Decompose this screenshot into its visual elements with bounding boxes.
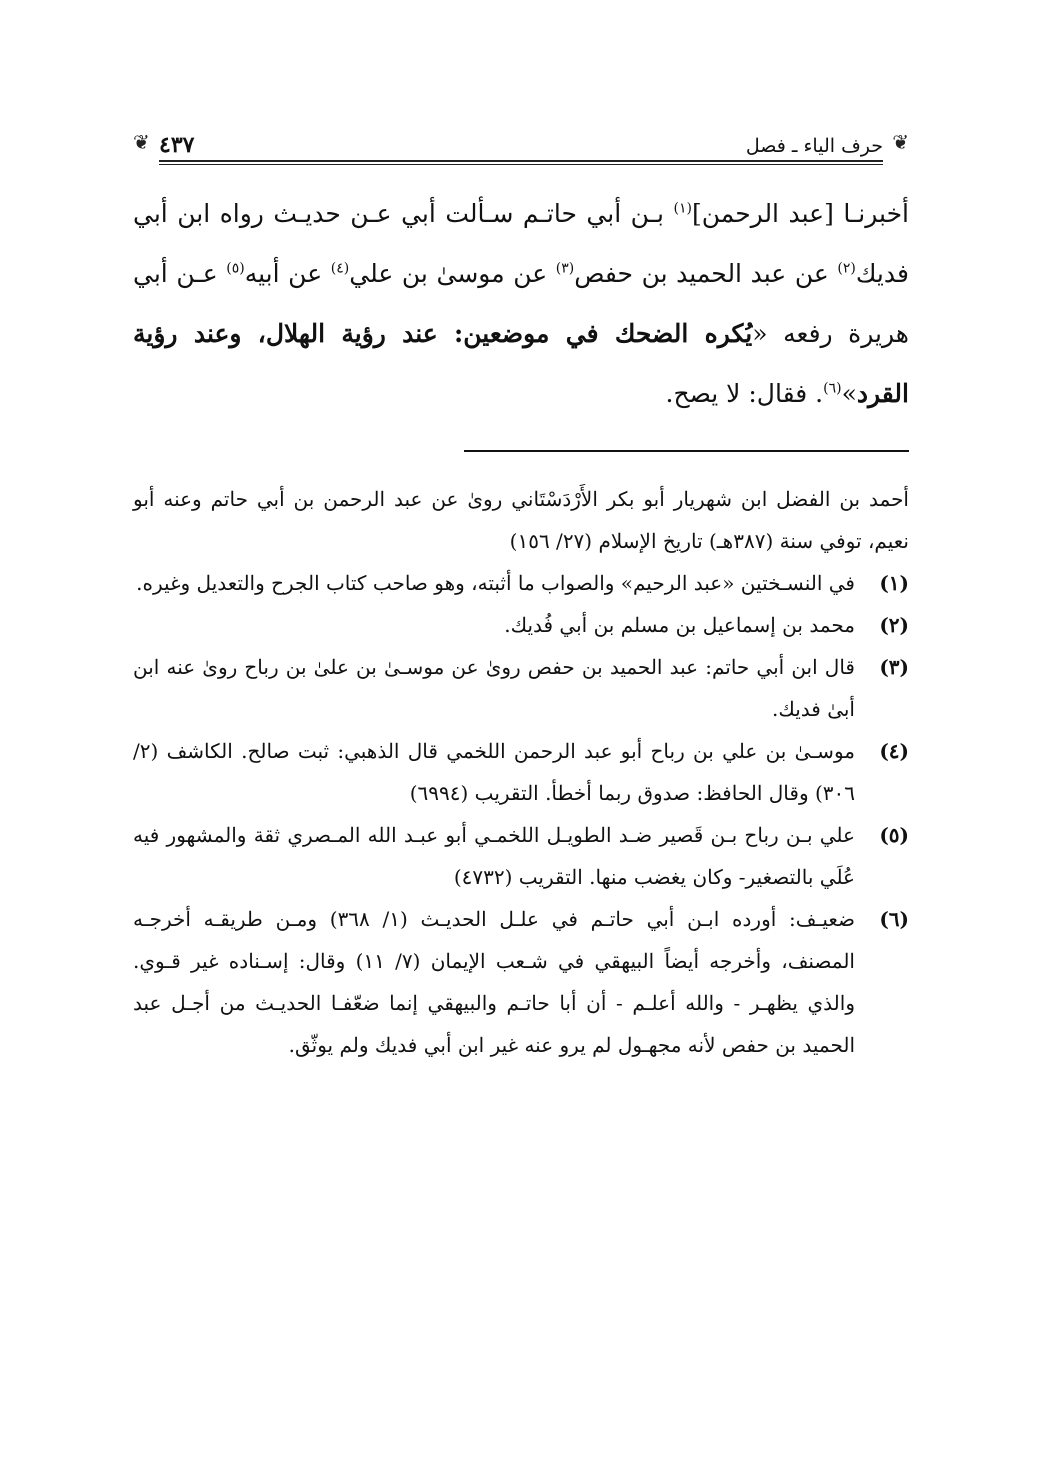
hadith-text: يُكره الضحك في موضعين: عند رؤية الهلال، وعند رؤية القرد <box>133 319 909 408</box>
main-text-segment: بـن أبي حاتـم سـألت أبي عـن حديـث رواه ابن أبي فديك <box>133 199 909 288</box>
ornament-icon: ❦ <box>133 130 150 154</box>
footnote-text: ضعيـف: أورده ابـن أبي حاتـم في علـل الحديـث (١/ ٣٦٨) ومـن طريقـه أخرجـه المصنف، وأخرجه أيضاً البيهقي في شـعب الإيمان (٧/ ١١) وقال: إسـناده غير قـوي. والذي يظهـر - والله أعلـم - أن أبا حاتـم والبيهقي إنما ضعّفـا الحديـث من أجـل عبد الحميد بن حفص لأنه مجهـول لم يرو عنه غير ابن أبي فديك ولم يوثّق. <box>133 907 855 1057</box>
footnote-continuation: أحمد بن الفضل ابن شهريار أبو بكر الأَرْدَسْتَاني روىٰ عن عبد الرحمن بن أبي حاتم وعنه أبو نعيم، توفي سنة (٣٨٧هـ) تاريخ الإسلام (٢٧/ ١٥٦) <box>133 487 909 553</box>
footnote-ref[interactable]: (١) <box>673 200 692 217</box>
footnote-number: (٥) <box>879 823 909 847</box>
footnote-text: في النسـختين «عبد الرحيم» والصواب ما أثبته، وهو صاحب كتاب الجرح والتعديل وغيره. <box>136 571 855 595</box>
main-text-segment: عـن أبي هريرة رفعه « <box>133 259 909 348</box>
footnote-text: موسـىٰ بن علي بن رباح أبو عبد الرحمن اللخمي قال الذهبي: ثبت صالح. الكاشف (٢/ ٣٠٦) وقال الحافظ: صدوق ربما أخطأ. التقريب (٦٩٩٤) <box>133 739 855 805</box>
footnote-number: (٦) <box>879 907 909 931</box>
footnote-ref[interactable]: (٢) <box>837 260 856 277</box>
main-text-segment: عن أبيه <box>244 259 331 288</box>
main-text-segment: أخبرنـا [عبد الرحمن] <box>691 199 909 228</box>
main-text-segment: » <box>841 379 857 408</box>
footnote-number: (٣) <box>879 655 909 679</box>
page-header <box>133 128 909 168</box>
footnote-text: محمد بن إسماعيل بن مسلم بن أبي فُديك. <box>504 613 855 637</box>
footnote-text: قال ابن أبي حاتم: عبد الحميد بن حفص روىٰ عن موسـىٰ بن علىٰ بن رباح روىٰ عنه ابن أبىٰ فديك. <box>133 655 855 721</box>
footnote-item <box>133 730 909 814</box>
running-title: حرف الياء ـ فصل <box>745 135 883 157</box>
ornament-icon: ❦ <box>892 130 909 154</box>
footnote-number: (٢) <box>879 613 909 637</box>
footnote-item <box>133 898 909 1066</box>
footnote-separator <box>464 450 909 452</box>
main-text <box>133 184 909 424</box>
footnote-ref[interactable]: (٦) <box>823 380 842 397</box>
main-text-segment: عن عبد الحميد بن حفص <box>574 259 838 288</box>
footnote-text: علي بـن رباح بـن قَصير ضـد الطويـل اللخمـي أبو عبـد الله المـصري ثقة والمشهور فيه عُلَي بالتصغير- وكان يغضب منها. التقريب (٤٧٣٢) <box>133 823 855 889</box>
footnote-ref[interactable]: (٣) <box>555 260 575 277</box>
footnote-item <box>133 604 909 646</box>
footnote-number: (١) <box>879 571 909 595</box>
footnote-item <box>133 646 909 730</box>
footnote-ref[interactable]: (٤) <box>330 260 350 277</box>
footnotes <box>133 478 909 1066</box>
footnote-number: (٤) <box>879 739 909 763</box>
footnote-ref[interactable]: (٥) <box>226 260 245 277</box>
main-text-segment: . فقال: لا يصح. <box>665 379 824 408</box>
header-rule <box>159 160 883 165</box>
footnote-item <box>133 562 909 604</box>
main-text-segment: عن موسىٰ بن علي <box>349 259 556 288</box>
page-number: ٤٣٧ <box>159 132 195 158</box>
footnote-item <box>133 814 909 898</box>
